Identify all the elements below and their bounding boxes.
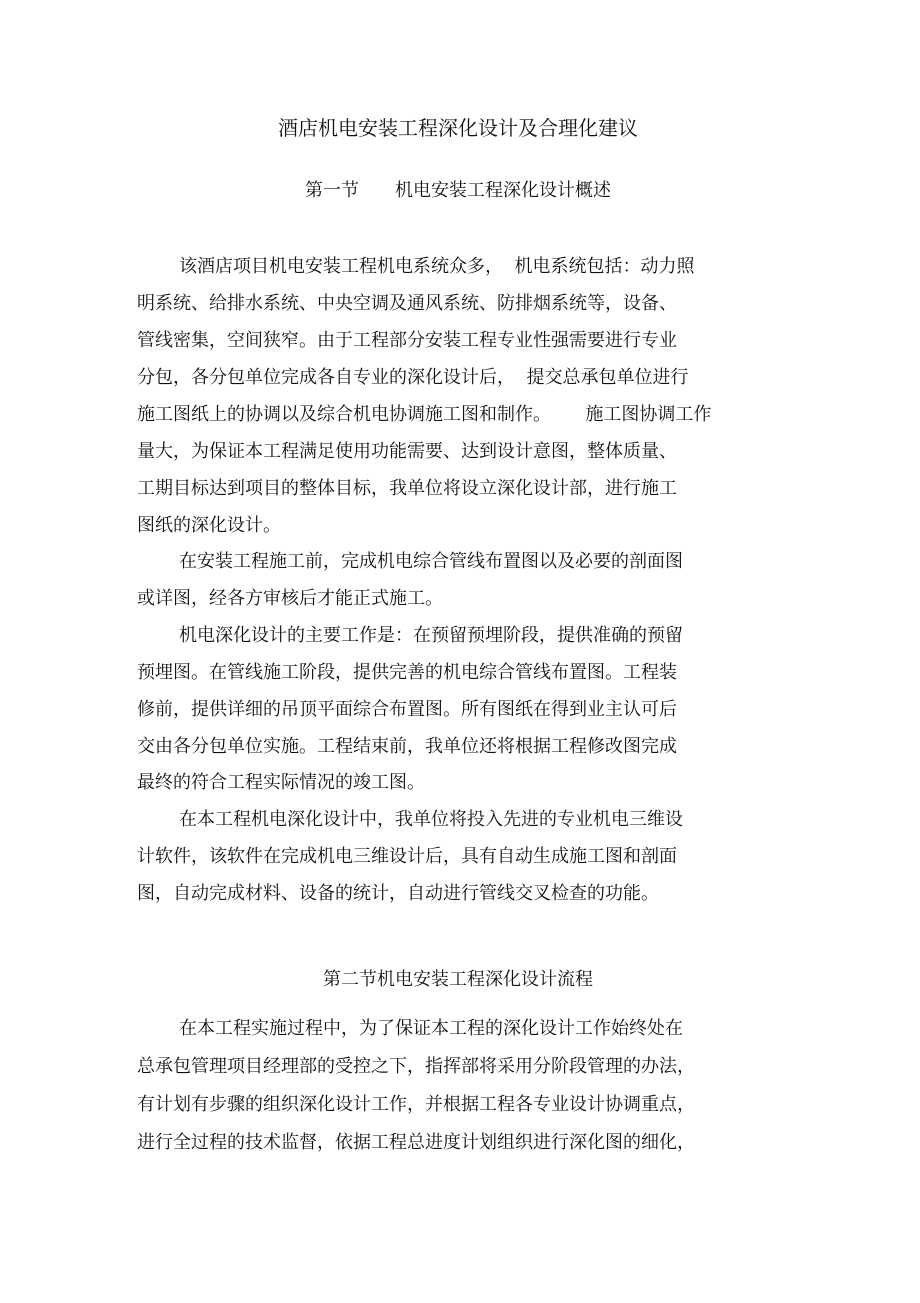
paragraph-line: 在本工程实施过程中，为了保证本工程的深化设计工作始终处在 bbox=[179, 1018, 683, 1039]
paragraph-line: 图，自动完成材料、设备的统计，自动进行管线交叉检查的功能。 bbox=[137, 883, 659, 904]
paragraph-line: 或详图，经各方审核后才能正式施工。 bbox=[137, 588, 443, 609]
section-2-heading: 第二节机电安装工程深化设计流程 bbox=[323, 969, 593, 990]
section-1-number: 第一节 bbox=[305, 180, 359, 201]
paragraph-line: 交由各分包单位实施。工程结束前，我单位还将根据工程修改图完成 bbox=[137, 736, 677, 757]
paragraph-line: 施工图纸上的协调以及综合机电协调施工图和制作。 施工图协调工作 bbox=[137, 404, 712, 425]
paragraph-line: 修前，提供详细的吊顶平面综合布置图。所有图纸在得到业主认可后 bbox=[137, 699, 677, 720]
paragraph-line: 进行全过程的技术监督，依据工程总进度计划组织进行深化图的细化， bbox=[137, 1132, 695, 1153]
paragraph-line: 该酒店项目机电安装工程机电系统众多， 机电系统包括：动力照 bbox=[179, 256, 695, 277]
paragraph-line: 机电深化设计的主要工作是：在预留预埋阶段，提供准确的预留 bbox=[179, 625, 683, 646]
paragraph-line: 工期目标达到项目的整体目标，我单位将设立深化设计部，进行施工 bbox=[137, 478, 677, 499]
section-1-title: 机电安装工程深化设计概述 bbox=[395, 180, 611, 201]
paragraph-line: 明系统、给排水系统、中央空调及通风系统、防排烟系统等，设备、 bbox=[137, 293, 677, 314]
document-title: 酒店机电安装工程深化设计及合理化建议 bbox=[278, 116, 638, 140]
paragraph-line: 在本工程机电深化设计中，我单位将投入先进的专业机电三维设 bbox=[179, 809, 683, 830]
paragraph-line: 图纸的深化设计。 bbox=[137, 515, 281, 536]
paragraph-line: 分包，各分包单位完成各自专业的深化设计后， 提交总承包单位进行 bbox=[137, 367, 689, 388]
section-1-heading bbox=[0, 178, 916, 204]
paragraph-line: 计软件，该软件在完成机电三维设计后，具有自动生成施工图和剖面 bbox=[137, 846, 677, 867]
paragraph-line: 管线密集，空间狭窄。由于工程部分安装工程专业性强需要进行专业 bbox=[137, 330, 677, 351]
paragraph-line: 预埋图。在管线施工阶段，提供完善的机电综合管线布置图。工程装 bbox=[137, 662, 677, 683]
paragraph-line: 量大，为保证本工程满足使用功能需要、达到设计意图，整体质量、 bbox=[137, 441, 677, 462]
paragraph-line: 总承包管理项目经理部的受控之下，指挥部将采用分阶段管理的办法， bbox=[137, 1056, 695, 1077]
paragraph-line: 有计划有步骤的组织深化设计工作，并根据工程各专业设计协调重点， bbox=[137, 1094, 695, 1115]
paragraph-line: 在安装工程施工前，完成机电综合管线布置图以及必要的剖面图 bbox=[179, 551, 683, 572]
paragraph-line: 最终的符合工程实际情况的竣工图。 bbox=[137, 772, 425, 793]
